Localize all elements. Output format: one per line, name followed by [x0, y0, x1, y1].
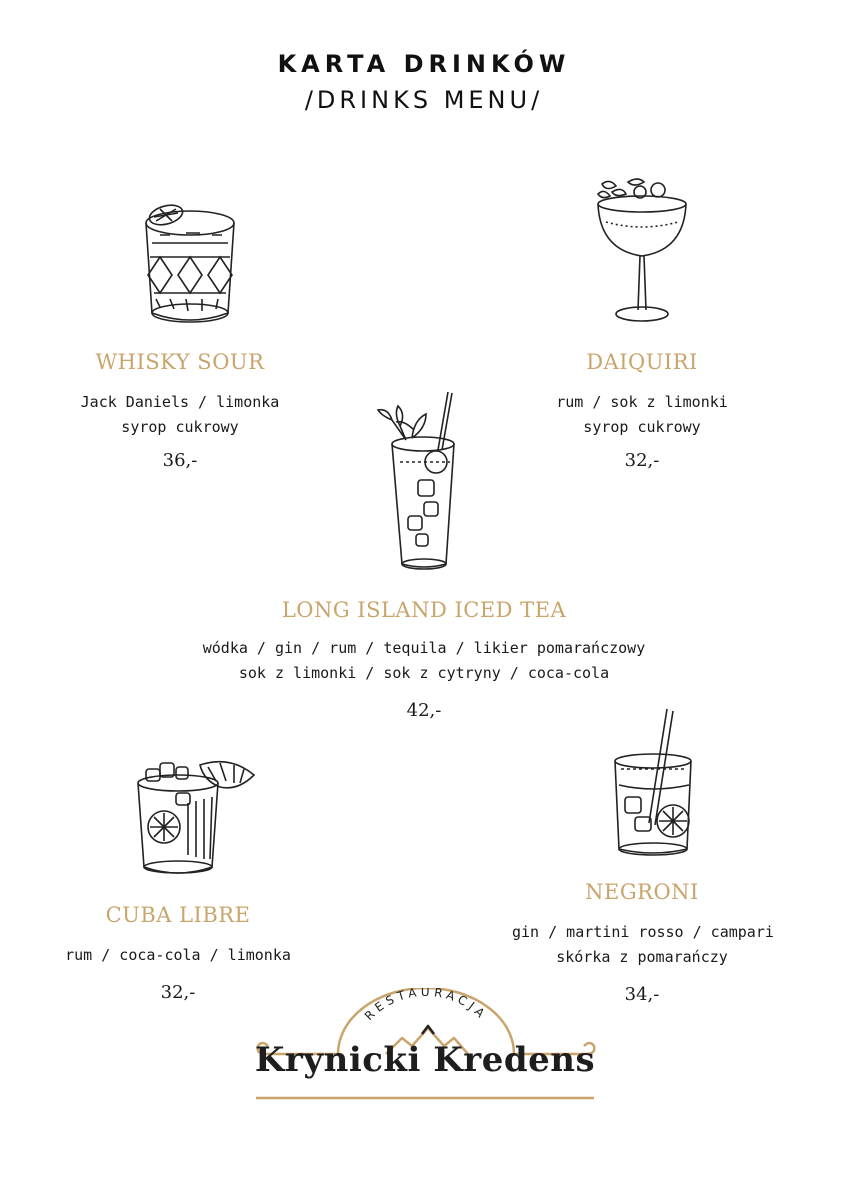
- drink-ingredients: syrop cukrowy: [121, 418, 239, 436]
- drink-negroni: [512, 880, 772, 1005]
- coupe-glass-icon: [592, 176, 692, 326]
- drink-daiquiri: [522, 350, 762, 471]
- drink-ingredients: gin / martini rosso / campari: [512, 923, 774, 941]
- drink-name: LONG ISLAND ICED TEA: [281, 598, 567, 622]
- drink-price: 42,-: [406, 700, 442, 721]
- drink-ingredients: syrop cukrowy: [583, 418, 701, 436]
- drink-long-island-iced-tea: [174, 598, 674, 721]
- drink-whisky-sour: [60, 350, 300, 471]
- drink-ingredients: sok z limonki / sok z cytryny / coca-cola: [238, 664, 610, 682]
- negroni-glass-icon: [605, 705, 700, 860]
- highball-glass-icon: [370, 390, 470, 575]
- drink-price: 32,-: [160, 982, 196, 1003]
- logo-arc-text: RESTAURACJA: [361, 988, 491, 1024]
- logo-name: Krynicki Kredens: [254, 1040, 596, 1080]
- drink-ingredients: skórka z pomarańczy: [556, 948, 728, 966]
- drink-price: 32,-: [624, 450, 660, 471]
- drink-ingredients: wódka / gin / rum / tequila / likier pomarańczowy: [202, 639, 646, 657]
- drink-name: CUBA LIBRE: [105, 903, 251, 927]
- drink-price: 34,-: [624, 984, 660, 1005]
- menu-title: KARTA DRINKÓW: [277, 50, 571, 78]
- drink-price: 36,-: [162, 450, 198, 471]
- drink-ingredients: rum / coca-cola / limonka: [65, 946, 291, 964]
- drink-ingredients: Jack Daniels / limonka: [80, 393, 280, 411]
- menu-subtitle: /DRINKS MENU/: [304, 86, 544, 114]
- whisky-glass-icon: [130, 195, 250, 330]
- restaurant-logo: [250, 988, 600, 1108]
- rocks-glass-lime-icon: [130, 755, 260, 880]
- drink-ingredients: rum / sok z limonki: [556, 393, 728, 411]
- drink-name: WHISKY SOUR: [95, 350, 265, 374]
- drink-name: DAIQUIRI: [586, 350, 698, 374]
- drink-name: NEGRONI: [585, 880, 699, 904]
